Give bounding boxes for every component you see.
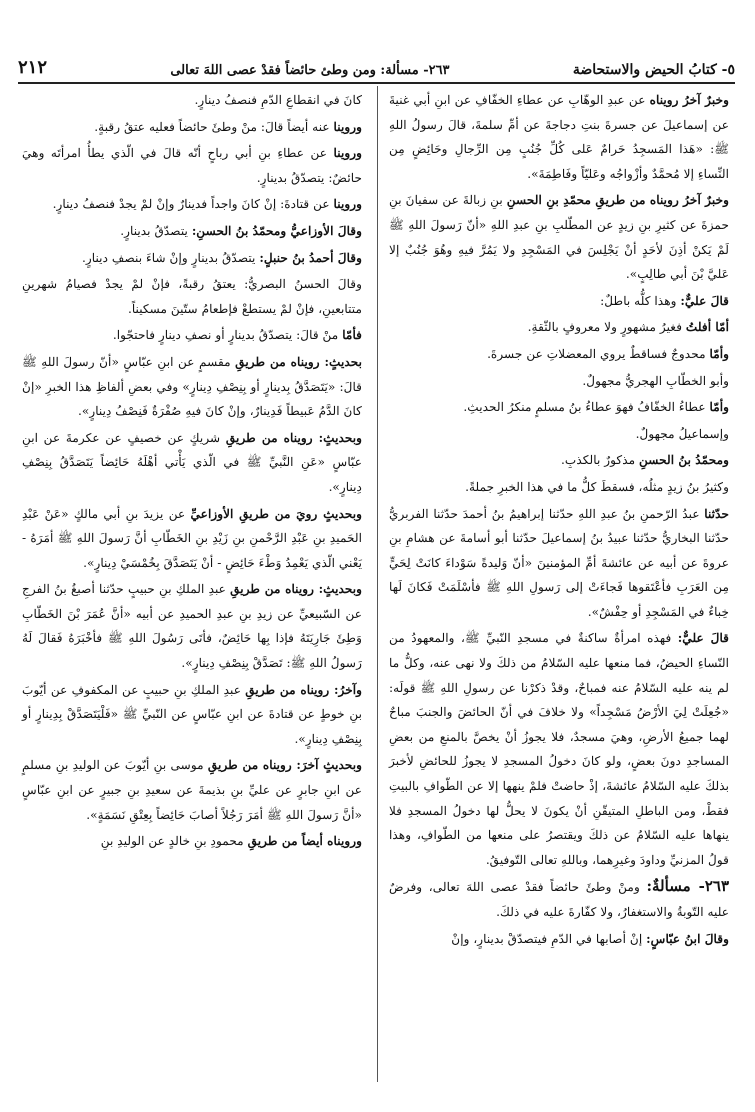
paragraph-text: إنْ أصابها في الدّمِ فيتصدّقْ بدينارٍ، وإنْ	[451, 931, 647, 946]
paragraph-text: عطاءُ الخفّافُ فهوَ عطاءُ بنُ مسلمٍ منكرُ الحديثِ.	[463, 400, 710, 415]
column-divider	[377, 86, 378, 1082]
paragraph	[389, 289, 729, 314]
paragraph-text: شريكٍ عن خصيفٍ عن عكرمةَ عن ابنِ عبّاسٍ «عَنِ النَّبيِّ ﷺ في الّذي يَأْتي أهْلَهُ حَائِضاً يَتَصَدَّقُ بِنِصْفِ دِينارٍ».	[22, 430, 362, 494]
paragraph	[389, 927, 729, 952]
paragraph-lead: وبحديثٍ رويَ من طريقِ الأوزاعيِّ	[190, 506, 362, 521]
paragraph	[389, 626, 729, 872]
paragraph-text: عن يزيدَ بنِ أبي مالكٍ «عَنْ عَبْدِ الحَميدِ بنِ عَبْدِ الرَّحْمنِ بنِ زَيْدِ بنِ الخَطّابِ أنَّ رَسولَ اللهِ ﷺ أمَرَهُ - يَعْني الّذي يَعْمِدُ وَطْءَ حَائِضٍ - أنْ يَتَصَدَّقَ بِخُمْسَيْ دِينارٍ».	[22, 506, 362, 570]
paragraph-text: كانَ في انقطاعِ الدّمِ فنصفُ دينارٍ.	[194, 93, 362, 107]
paragraph-text: عن عطاءِ بنِ أبي رباحٍ أنّه قالَ في الّذي يطأُ امرأتَه وهيَ حائضٌ: يتصدّقُ بدينارٍ.	[22, 146, 362, 185]
paragraph	[389, 448, 729, 473]
paragraph-lead: وروينا	[333, 146, 362, 161]
paragraph	[22, 502, 362, 576]
paragraph-text: فهذه امرأةٌ ساكنةٌ في مسجدِ النّبيِّ ﷺ، والمعهودُ من النّساءِ الحيضُ، فما منعها عليه السّلامُ من ذلكَ ولا نهى عنه، وكلُّ ما لم ينه عليه السّلامُ عنه فمباحٌ، وقدْ ذكرْنا عن رسولِ اللهِ ﷺ قولَه: «جُعِلَتْ لِيَ الأرْضُ مَسْجِداً» ولا خلافَ في أنّ الحائضَ والجنبَ مباحٌ لهما جميعُ الأرضِ، وهيَ مسجدٌ، فلا يجوزُ أنْ يخصَّ بالمنعِ من بعضِ المساجدِ دونَ بعضٍ، ولو كانَ دخولُ المسجدِ لا يجوزُ للحائضِ لأخبرَ بذلكَ عليه السّلامُ عائشةَ، إذْ حاضتْ فلمْ ينهها إلا عن الطّوافِ بالبيتِ فقطْ، ومن الباطلِ المتيقّنِ أنْ يكونَ لا يحلُّ لها دخولُ المسجدِ فلا ينهاها عليه السّلامُ عن ذلكَ ويقتصرُ على منعها من الطّوافِ، وهذا قولُ المزنيِّ وداودَ وغيرِهما، وباللهِ تعالى التّوفيقُ.	[389, 631, 729, 867]
paragraph	[389, 475, 729, 500]
paragraph-lead: حدّثنا	[704, 506, 729, 521]
paragraph	[22, 426, 362, 500]
paragraph-lead: وبحديثٍ: رويناه من طريقِ	[230, 582, 362, 597]
paragraph-lead: بحديثٍ: رويناه من طريقِ	[235, 354, 362, 369]
paragraph	[389, 342, 729, 367]
paragraph	[389, 88, 729, 186]
paragraph-text: وهذا كلُّه باطلٌ:	[600, 293, 681, 308]
paragraph	[22, 350, 362, 424]
paragraph-text: فغيرُ مشهورٍ ولا معروفٍ بالثّقةِ.	[527, 320, 686, 335]
paragraph	[22, 88, 362, 113]
paragraph-text: مقسمٍ عن ابنِ عبّاسٍ «أنّ رسولَ اللهِ ﷺ قالَ: «يَتَصَدَّقُ بِدينارٍ أو بِنِصْفِ دِينارٍ» وفي بعضِ ألفاظِ هذا الخبرِ «إنْ كانَ الدَّمُ عَبيطاً فَدِينارٌ، وإنْ كانَ فيهِ صُفْرَةٌ فَنِصْفُ دِينارٍ».	[22, 354, 362, 419]
paragraph-text: موسى بنِ أيّوبَ عن الوليدِ بنِ مسلمٍ عن ابنِ جابرٍ عن عليِّ بنِ بذيمةَ عن سعيدِ بنِ جبيرٍ عن ابنِ عبّاسٍ «أنَّ رَسولَ اللهِ ﷺ أمَرَ رَجُلاً أصابَ حَائِضاً بِعِتْقِ نَسَمَةٍ».	[22, 758, 362, 822]
paragraph-lead: أمّا أفلتُ	[685, 320, 729, 335]
paragraph	[22, 753, 362, 827]
paragraph-text: منْ قالَ: يتصدّقُ بدينارٍ أو نصفِ دينارٍ فاحتجّوا.	[112, 328, 343, 343]
paragraph-lead: وقالَ أحمدُ بنُ حنبلٍ:	[259, 250, 362, 265]
paragraph-text: محمودِ بنِ خالدٍ عن الوليدِ بنِ	[100, 834, 248, 849]
paragraph-text: وقالَ الحسنُ البصريُّ: يعتقُ رقبةً، فإنْ لمْ يجدْ فصيامُ شهرينِ متتابعينِ، فإنْ لمْ يستطعْ فإطعامُ ستّينَ مسكيناً.	[22, 277, 362, 316]
paragraph	[22, 192, 362, 217]
running-topic: ٢٦٣- مسألة: ومن وطئ حائضاً فقدْ عصى اللهَ تعالى	[170, 63, 450, 78]
paragraph	[389, 395, 729, 420]
chapter-title: ٥- كتابُ الحيض والاستحاضة	[572, 62, 735, 78]
paragraph	[389, 369, 729, 394]
paragraph-lead: قالَ عليٌّ:	[680, 293, 729, 308]
paragraph-text: يتصدّقُ بدينارٍ.	[120, 223, 192, 238]
paragraph-lead: ورويناه أيضاً من طريقِ	[247, 834, 362, 849]
paragraph-lead: وبحديثٍ آخرَ: رويناه من طريقِ	[207, 758, 363, 773]
left-column	[22, 88, 362, 1088]
paragraph-lead: وآخرُ: رويناه من طريقِ	[245, 682, 362, 697]
paragraph-text: بنِ زبالةَ عن سفيانَ بنِ حمزةَ عن كثيرِ بنِ زيدٍ عن المطّلبِ بنِ عبدِ اللهِ «أنّ رَسولَ اللهِ ﷺ لَمْ يَكنْ أذِنَ لأحَدٍ أنْ يَجْلِسَ في المَسْجِدِ ولا يَمُرَّ فيهِ وهُوَ جُنُبٌ إلا عَليَّ بْنَ أبي طالِبٍ».	[389, 193, 729, 282]
paragraph-lead: وأمّا	[709, 346, 729, 361]
paragraph-lead: ومحمّدُ بنُ الحسنِ	[639, 453, 729, 468]
paragraph	[389, 315, 729, 340]
paragraph	[22, 577, 362, 675]
paragraph-text: عبدِ الملكِ بنِ حبيبٍ حدّثنا أصبغُ بنُ الفرجِ عن السّبيعيِّ عن زيدِ بنِ عبدِ الحميدِ عن أبيه «أنَّ عُمَرَ بْنَ الخَطّابِ وَطِئَ جَارِيَتَهُ فإذا بِها حَائِضٌ، فأتَى رَسُولَ اللهِ ﷺ فأخْبَرَهُ فَقالَ لَهُ رَسولُ اللهِ ﷺ: تَصَدَّقْ بِنِصْفِ دِينارٍ».	[22, 582, 362, 671]
paragraph-lead: وروينا	[333, 197, 362, 212]
paragraph-text: عبدِ الملكِ بنِ حبيبٍ عن المكفوفِ عن أيّوبَ بنِ خوطٍ عن قتادةَ عن ابنِ عبّاسٍ عن النّبيِّ ﷺ «فَلْيَتَصَدَّقْ بِدِينارٍ أو بِنِصْفِ دِينارٍ».	[22, 682, 362, 746]
paragraph	[389, 874, 729, 924]
paragraph	[22, 272, 362, 321]
paragraph-lead: ٢٦٣- مسألةٌ:	[646, 877, 729, 896]
paragraph-text: عنه أيضاً قالَ: منْ وطئَ حائضاً فعليه عتقُ رقبةٍ.	[94, 119, 334, 134]
paragraph-text: عن قتادةَ: إنْ كانَ واجداً فدينارٌ وإنْ لمْ يجدْ فنصفُ دينارٍ.	[52, 197, 334, 212]
paragraph	[22, 115, 362, 140]
paragraph-text: عبدُ الرّحمنِ بنُ عبدِ اللهِ حدّثنا إبراهيمُ بنُ أحمدَ حدّثنا الفربريُّ حدّثنا البخاريُّ حدّثنا عبيدُ بنُ إسماعيلَ حدّثنا أبو أسامةَ عن هشامِ بنِ عروةَ عن أبيه عن عائشةَ أمِّ المؤمنينَ «أنّ وَليدةً سَوْداءَ كانَتْ لِحَيٍّ مِن العَرَبِ فأعْتَقوها فَجاءَتْ إلى رَسولِ اللهِ ﷺ فأسْلَمَتْ فَكانَ لَها خِباءٌ في المَسْجِدِ أو حِفْشٌ».	[389, 506, 729, 619]
paragraph-text: وأبو الخطّابِ الهجريُّ مجهولٌ.	[582, 373, 729, 388]
paragraph-text: محدوجٌ فساقطٌ يروي المعضلاتِ عن جسرةَ.	[487, 346, 710, 361]
paragraph	[389, 188, 729, 286]
paragraph-lead: وخبرٌ آخرُ رويناه من طريقِ محمّدِ بنِ الحسنِ	[506, 193, 729, 208]
paragraph	[22, 323, 362, 348]
paragraph-text: عن عبدِ الوهّابِ عن عطاءِ الخفّافِ عن ابنِ أبي غنيةَ عن إسماعيلَ عن جسرةَ بنتِ دجاجةَ عن أمِّ سلمةَ، قالَ رسولُ اللهِ ﷺ: «هَذا المَسجِدُ حَرامٌ عَلى كُلِّ جُنُبٍ مِن الرِّجالِ وحَائِضٍ مِن النِّساءِ إلا مُحمَّدٌ وأزْواجُه وعَليّاً وفَاطِمَةَ».	[389, 93, 729, 181]
paragraph-lead: وقالَ ابنُ عبّاسٍ:	[646, 931, 729, 946]
paragraph-lead: وأمّا	[709, 400, 729, 415]
right-column	[389, 88, 729, 1088]
paragraph-lead: وبحديثٍ: رويناه من طريقِ	[225, 430, 363, 445]
paragraph	[22, 141, 362, 190]
paragraph-lead: قالَ عليٌّ:	[677, 631, 729, 646]
paragraph-text: وكثيرُ بنُ زيدٍ مثلُه، فسقطَ كلُّ ما في هذا الخبرِ جملةً.	[465, 479, 729, 494]
paragraph-lead: فأمّا	[342, 328, 362, 343]
paragraph-lead: وقالَ الأوزاعيُّ ومحمّدُ بنُ الحسنِ:	[191, 223, 362, 238]
paragraph	[389, 422, 729, 447]
page-number: ٢١٢	[18, 57, 48, 78]
paragraph-text: وإسماعيلُ مجهولٌ.	[635, 426, 729, 441]
paragraph	[22, 829, 362, 854]
paragraph-text: يتصدّقُ بدينارٍ وإنْ شاءَ بنصفِ دينارٍ.	[82, 250, 260, 265]
paragraph-lead: وخبرٌ آخرُ رويناه	[649, 93, 729, 107]
paragraph-text: مذكورٌ بالكذبِ.	[561, 453, 639, 468]
paragraph-lead: وروينا	[333, 119, 362, 134]
paragraph	[22, 678, 362, 752]
paragraph	[22, 219, 362, 244]
paragraph-text: ومنْ وطئَ حائضاً فقدْ عصى اللهَ تعالى، وفرضٌ عليه التّوبةُ والاستغفارُ، ولا كفّارةَ عليه في ذلكَ.	[389, 880, 729, 919]
paragraph	[22, 246, 362, 271]
paragraph	[389, 502, 729, 625]
page-header	[18, 44, 735, 84]
